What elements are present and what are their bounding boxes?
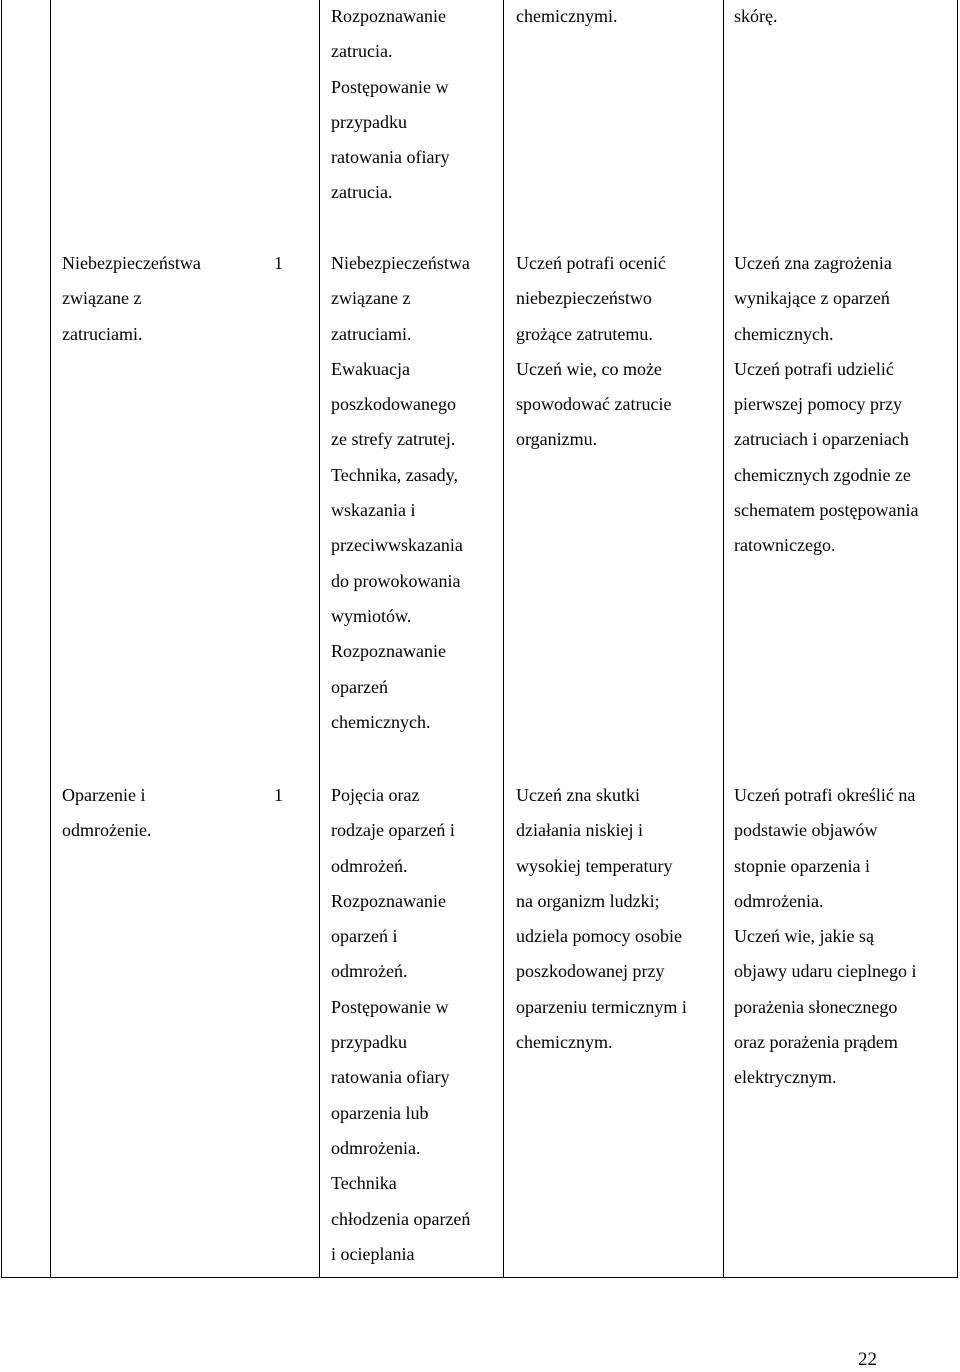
row2-content: Niebezpieczeństwa związane z zatruciami. Ewakuacja poszkodowanego ze strefy zatrutej. Technika, zasady, wskazania i przeciwwskazania do prowokowania wymiotów. Rozpoznawanie oparzeń chemicznych. [331,253,470,732]
row1-basic-requirements: chemicznymi. [516,6,618,26]
row3-basic-requirements: Uczeń zna skutki działania niskiej i wysokiej temperatury na organizm ludzki; udziela pomocy osobie poszkodowanej przy oparzeniu termicznym i chemicznym. [516,785,687,1053]
row1-content: Rozpoznawanie zatrucia. Postępowanie w przypadku ratowania ofiary zatrucia. [331,6,450,203]
column-divider-2 [319,0,320,1278]
row2-basic-requirements: Uczeń potrafi ocenić niebezpieczeństwo grożące zatrutemu. Uczeń wie, co może spowodować zatrucie organizmu. [516,253,672,450]
row2-extended-requirements: Uczeń zna zagrożenia wynikające z oparzeń chemicznych. Uczeń potrafi udzielić pierwszej pomocy przy zatruciach i oparzeniach chemicznych zgodnie ze schematem postępowania ratowniczego. [734,253,919,556]
row2-hours: 1 [274,253,283,273]
row1-extended-requirements: skórę. [734,6,778,26]
row3-hours: 1 [274,785,283,805]
row3-topic: Oparzenie i odmrożenie. [62,785,152,841]
column-divider-1 [50,0,51,1278]
page-number: 22 [858,1349,877,1370]
column-divider-3 [503,0,504,1278]
row3-content: Pojęcia oraz rodzaje oparzeń i odmrożeń. Rozpoznawanie oparzeń i odmrożeń. Postępowanie w przypadku ratowania ofiary oparzenia lub odmrożenia. Technika chłodzenia oparzeń i ocieplania [331,785,471,1264]
row2-topic: Niebezpieczeństwa związane z zatruciami. [62,253,201,344]
row3-extended-requirements: Uczeń potrafi określić na podstawie objawów stopnie oparzenia i odmrożenia. Uczeń wie, jakie są objawy udaru cieplnego i porażenia słonecznego oraz porażenia prądem elektrycznym. [734,785,917,1088]
column-divider-4 [723,0,724,1278]
